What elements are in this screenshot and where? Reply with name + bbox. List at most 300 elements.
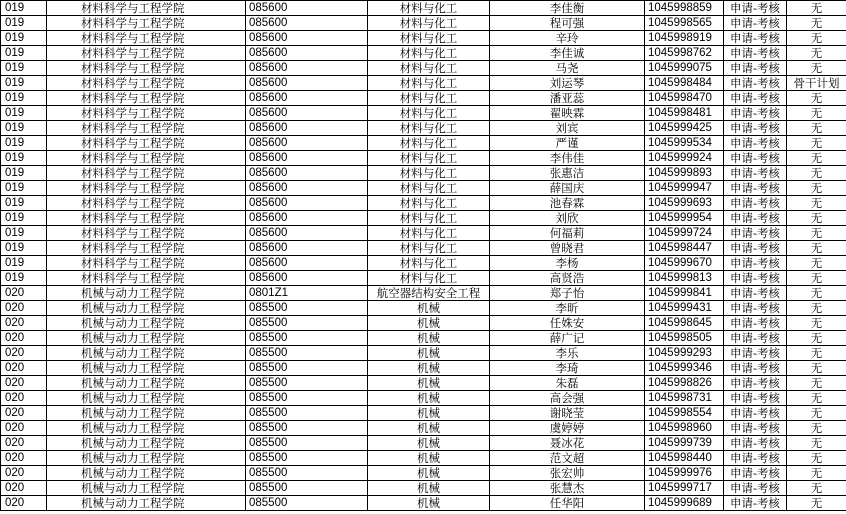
admission-method-cell: 申请-考核	[724, 91, 787, 106]
special-plan-cell: 无	[787, 226, 846, 241]
exam-number-cell: 1045998440	[645, 451, 724, 466]
admission-method-cell: 申请-考核	[724, 181, 787, 196]
special-plan-cell: 无	[787, 121, 846, 136]
table-row	[1, 241, 846, 256]
table-row	[1, 301, 846, 316]
table-row	[1, 61, 846, 76]
student-name-cell: 刘运琴	[490, 76, 645, 91]
admission-method-cell: 申请-考核	[724, 481, 787, 496]
college-code-cell: 020	[1, 376, 47, 391]
major-name-cell: 机械	[368, 376, 490, 391]
student-name-cell: 聂冰花	[490, 436, 645, 451]
student-name-cell: 池春霖	[490, 196, 645, 211]
major-code-cell: 0801Z1	[246, 286, 368, 301]
table-row	[1, 211, 846, 226]
college-code-cell: 020	[1, 316, 47, 331]
college-name-cell: 机械与动力工程学院	[47, 331, 246, 346]
student-name-cell: 范文超	[490, 451, 645, 466]
exam-number-cell: 1045999976	[645, 466, 724, 481]
exam-number-cell: 1045999689	[645, 496, 724, 511]
special-plan-cell: 无	[787, 136, 846, 151]
college-code-cell: 019	[1, 196, 47, 211]
student-name-cell: 郑子怡	[490, 286, 645, 301]
table-row	[1, 286, 846, 301]
major-code-cell: 085500	[246, 466, 368, 481]
exam-number-cell: 1045999841	[645, 286, 724, 301]
college-name-cell: 材料科学与工程学院	[47, 181, 246, 196]
major-code-cell: 085600	[246, 1, 368, 16]
student-name-cell: 辛玲	[490, 31, 645, 46]
major-code-cell: 085500	[246, 331, 368, 346]
admission-method-cell: 申请-考核	[724, 271, 787, 286]
exam-number-cell: 1045999431	[645, 301, 724, 316]
student-name-cell: 任华阳	[490, 496, 645, 511]
admission-method-cell: 申请-考核	[724, 436, 787, 451]
college-code-cell: 019	[1, 106, 47, 121]
major-name-cell: 机械	[368, 391, 490, 406]
table-row	[1, 436, 846, 451]
exam-number-cell: 1045998470	[645, 91, 724, 106]
special-plan-cell: 无	[787, 316, 846, 331]
admission-method-cell: 申请-考核	[724, 256, 787, 271]
table-row	[1, 481, 846, 496]
college-name-cell: 材料科学与工程学院	[47, 151, 246, 166]
table-row	[1, 76, 846, 91]
college-code-cell: 019	[1, 91, 47, 106]
exam-number-cell: 1045999739	[645, 436, 724, 451]
major-code-cell: 085600	[246, 211, 368, 226]
major-name-cell: 材料与化工	[368, 196, 490, 211]
table-row	[1, 256, 846, 271]
college-code-cell: 020	[1, 481, 47, 496]
major-name-cell: 材料与化工	[368, 1, 490, 16]
college-name-cell: 材料科学与工程学院	[47, 136, 246, 151]
table-row	[1, 331, 846, 346]
major-code-cell: 085500	[246, 406, 368, 421]
student-name-cell: 高会强	[490, 391, 645, 406]
college-code-cell: 020	[1, 436, 47, 451]
special-plan-cell: 无	[787, 61, 846, 76]
admission-method-cell: 申请-考核	[724, 166, 787, 181]
admission-method-cell: 申请-考核	[724, 286, 787, 301]
student-name-cell: 李昕	[490, 301, 645, 316]
admission-method-cell: 申请-考核	[724, 316, 787, 331]
admission-method-cell: 申请-考核	[724, 151, 787, 166]
college-code-cell: 019	[1, 121, 47, 136]
college-name-cell: 机械与动力工程学院	[47, 286, 246, 301]
table-row	[1, 121, 846, 136]
college-name-cell: 材料科学与工程学院	[47, 31, 246, 46]
admission-method-cell: 申请-考核	[724, 496, 787, 511]
special-plan-cell: 无	[787, 1, 846, 16]
college-code-cell: 019	[1, 211, 47, 226]
special-plan-cell: 无	[787, 196, 846, 211]
student-name-cell: 李乐	[490, 346, 645, 361]
college-name-cell: 机械与动力工程学院	[47, 466, 246, 481]
major-code-cell: 085500	[246, 451, 368, 466]
admission-method-cell: 申请-考核	[724, 196, 787, 211]
major-code-cell: 085500	[246, 316, 368, 331]
admission-method-cell: 申请-考核	[724, 121, 787, 136]
college-code-cell: 019	[1, 151, 47, 166]
special-plan-cell: 无	[787, 241, 846, 256]
major-code-cell: 085600	[246, 166, 368, 181]
college-code-cell: 019	[1, 46, 47, 61]
exam-number-cell: 1045998481	[645, 106, 724, 121]
major-code-cell: 085600	[246, 241, 368, 256]
college-code-cell: 020	[1, 451, 47, 466]
admission-method-cell: 申请-考核	[724, 346, 787, 361]
college-code-cell: 020	[1, 421, 47, 436]
special-plan-cell: 无	[787, 451, 846, 466]
major-name-cell: 材料与化工	[368, 91, 490, 106]
special-plan-cell: 无	[787, 331, 846, 346]
major-name-cell: 材料与化工	[368, 31, 490, 46]
special-plan-cell: 无	[787, 421, 846, 436]
major-code-cell: 085600	[246, 226, 368, 241]
college-name-cell: 材料科学与工程学院	[47, 226, 246, 241]
college-name-cell: 材料科学与工程学院	[47, 76, 246, 91]
college-code-cell: 019	[1, 136, 47, 151]
student-name-cell: 李佳衡	[490, 1, 645, 16]
admission-method-cell: 申请-考核	[724, 466, 787, 481]
special-plan-cell: 无	[787, 211, 846, 226]
major-code-cell: 085600	[246, 46, 368, 61]
exam-number-cell: 1045999717	[645, 481, 724, 496]
admission-method-cell: 申请-考核	[724, 226, 787, 241]
major-name-cell: 材料与化工	[368, 106, 490, 121]
table-row	[1, 451, 846, 466]
exam-number-cell: 1045998826	[645, 376, 724, 391]
major-name-cell: 航空器结构安全工程	[368, 286, 490, 301]
major-name-cell: 材料与化工	[368, 121, 490, 136]
major-name-cell: 机械	[368, 361, 490, 376]
college-name-cell: 机械与动力工程学院	[47, 301, 246, 316]
table-row	[1, 46, 846, 61]
college-code-cell: 019	[1, 76, 47, 91]
major-name-cell: 材料与化工	[368, 181, 490, 196]
table-row	[1, 496, 846, 511]
major-name-cell: 机械	[368, 451, 490, 466]
exam-number-cell: 1045998859	[645, 1, 724, 16]
table-row	[1, 151, 846, 166]
student-name-cell: 薛广记	[490, 331, 645, 346]
college-code-cell: 019	[1, 226, 47, 241]
college-code-cell: 019	[1, 256, 47, 271]
special-plan-cell: 无	[787, 466, 846, 481]
major-name-cell: 机械	[368, 331, 490, 346]
exam-number-cell: 1045999813	[645, 271, 724, 286]
major-code-cell: 085600	[246, 151, 368, 166]
major-name-cell: 机械	[368, 436, 490, 451]
exam-number-cell: 1045999954	[645, 211, 724, 226]
exam-number-cell: 1045998484	[645, 76, 724, 91]
college-name-cell: 机械与动力工程学院	[47, 451, 246, 466]
special-plan-cell: 无	[787, 376, 846, 391]
major-code-cell: 085600	[246, 196, 368, 211]
student-name-cell: 潘亚蕊	[490, 91, 645, 106]
college-name-cell: 机械与动力工程学院	[47, 346, 246, 361]
table-row	[1, 466, 846, 481]
student-name-cell: 曾晓君	[490, 241, 645, 256]
major-code-cell: 085600	[246, 136, 368, 151]
major-name-cell: 机械	[368, 316, 490, 331]
college-name-cell: 材料科学与工程学院	[47, 16, 246, 31]
exam-number-cell: 1045999293	[645, 346, 724, 361]
student-name-cell: 严谨	[490, 136, 645, 151]
major-name-cell: 机械	[368, 421, 490, 436]
college-name-cell: 材料科学与工程学院	[47, 271, 246, 286]
admission-method-cell: 申请-考核	[724, 1, 787, 16]
college-name-cell: 材料科学与工程学院	[47, 256, 246, 271]
special-plan-cell: 无	[787, 151, 846, 166]
student-name-cell: 李杨	[490, 256, 645, 271]
major-code-cell: 085500	[246, 361, 368, 376]
table-row	[1, 16, 846, 31]
college-name-cell: 机械与动力工程学院	[47, 421, 246, 436]
admission-method-cell: 申请-考核	[724, 16, 787, 31]
special-plan-cell: 无	[787, 46, 846, 61]
exam-number-cell: 1045999425	[645, 121, 724, 136]
major-code-cell: 085500	[246, 301, 368, 316]
admission-method-cell: 申请-考核	[724, 241, 787, 256]
special-plan-cell: 无	[787, 256, 846, 271]
college-code-cell: 019	[1, 31, 47, 46]
college-name-cell: 材料科学与工程学院	[47, 241, 246, 256]
college-name-cell: 机械与动力工程学院	[47, 391, 246, 406]
major-code-cell: 085500	[246, 391, 368, 406]
table-row	[1, 106, 846, 121]
exam-number-cell: 1045999924	[645, 151, 724, 166]
table-row	[1, 226, 846, 241]
table-row	[1, 1, 846, 16]
college-name-cell: 机械与动力工程学院	[47, 436, 246, 451]
admission-method-cell: 申请-考核	[724, 361, 787, 376]
exam-number-cell: 1045998505	[645, 331, 724, 346]
admission-method-cell: 申请-考核	[724, 136, 787, 151]
exam-number-cell: 1045998919	[645, 31, 724, 46]
student-name-cell: 何福莉	[490, 226, 645, 241]
student-name-cell: 刘欣	[490, 211, 645, 226]
major-code-cell: 085500	[246, 376, 368, 391]
major-name-cell: 材料与化工	[368, 151, 490, 166]
student-name-cell: 朱磊	[490, 376, 645, 391]
exam-number-cell: 1045999075	[645, 61, 724, 76]
admission-method-cell: 申请-考核	[724, 406, 787, 421]
major-name-cell: 机械	[368, 406, 490, 421]
special-plan-cell: 无	[787, 346, 846, 361]
student-name-cell: 虞婷婷	[490, 421, 645, 436]
major-code-cell: 085600	[246, 121, 368, 136]
table-row	[1, 376, 846, 391]
exam-number-cell: 1045999670	[645, 256, 724, 271]
admission-method-cell: 申请-考核	[724, 31, 787, 46]
college-code-cell: 020	[1, 391, 47, 406]
major-code-cell: 085600	[246, 76, 368, 91]
exam-number-cell: 1045998960	[645, 421, 724, 436]
college-code-cell: 020	[1, 331, 47, 346]
exam-number-cell: 1045998447	[645, 241, 724, 256]
college-name-cell: 材料科学与工程学院	[47, 1, 246, 16]
college-code-cell: 019	[1, 61, 47, 76]
student-name-cell: 任姝安	[490, 316, 645, 331]
college-name-cell: 材料科学与工程学院	[47, 196, 246, 211]
college-name-cell: 材料科学与工程学院	[47, 121, 246, 136]
college-name-cell: 材料科学与工程学院	[47, 211, 246, 226]
college-name-cell: 材料科学与工程学院	[47, 61, 246, 76]
major-name-cell: 材料与化工	[368, 16, 490, 31]
special-plan-cell: 无	[787, 481, 846, 496]
special-plan-cell: 无	[787, 181, 846, 196]
major-code-cell: 085500	[246, 436, 368, 451]
major-name-cell: 材料与化工	[368, 46, 490, 61]
exam-number-cell: 1045998645	[645, 316, 724, 331]
major-code-cell: 085500	[246, 346, 368, 361]
student-name-cell: 李琦	[490, 361, 645, 376]
student-name-cell: 张惠洁	[490, 166, 645, 181]
major-name-cell: 材料与化工	[368, 61, 490, 76]
major-name-cell: 机械	[368, 346, 490, 361]
admission-method-cell: 申请-考核	[724, 421, 787, 436]
exam-number-cell: 1045999724	[645, 226, 724, 241]
major-code-cell: 085600	[246, 31, 368, 46]
student-name-cell: 张宏帅	[490, 466, 645, 481]
college-code-cell: 020	[1, 346, 47, 361]
exam-number-cell: 1045999693	[645, 196, 724, 211]
major-name-cell: 材料与化工	[368, 271, 490, 286]
special-plan-cell: 无	[787, 106, 846, 121]
student-name-cell: 李伟佳	[490, 151, 645, 166]
special-plan-cell: 无	[787, 16, 846, 31]
table-row	[1, 196, 846, 211]
major-name-cell: 机械	[368, 301, 490, 316]
admission-method-cell: 申请-考核	[724, 46, 787, 61]
special-plan-cell: 无	[787, 391, 846, 406]
exam-number-cell: 1045998731	[645, 391, 724, 406]
college-name-cell: 材料科学与工程学院	[47, 106, 246, 121]
admission-method-cell: 申请-考核	[724, 451, 787, 466]
college-code-cell: 020	[1, 361, 47, 376]
major-code-cell: 085600	[246, 106, 368, 121]
special-plan-cell: 无	[787, 436, 846, 451]
admission-method-cell: 申请-考核	[724, 301, 787, 316]
major-code-cell: 085600	[246, 256, 368, 271]
student-name-cell: 刘宾	[490, 121, 645, 136]
table-row	[1, 406, 846, 421]
student-name-cell: 薛国庆	[490, 181, 645, 196]
college-code-cell: 019	[1, 166, 47, 181]
exam-number-cell: 1045999534	[645, 136, 724, 151]
major-code-cell: 085600	[246, 271, 368, 286]
admission-method-cell: 申请-考核	[724, 61, 787, 76]
college-name-cell: 机械与动力工程学院	[47, 406, 246, 421]
college-code-cell: 020	[1, 496, 47, 511]
special-plan-cell: 无	[787, 91, 846, 106]
major-code-cell: 085600	[246, 91, 368, 106]
special-plan-cell: 无	[787, 166, 846, 181]
college-name-cell: 机械与动力工程学院	[47, 481, 246, 496]
major-name-cell: 材料与化工	[368, 76, 490, 91]
college-code-cell: 019	[1, 16, 47, 31]
table-row	[1, 421, 846, 436]
table-row	[1, 31, 846, 46]
student-name-cell: 张慧杰	[490, 481, 645, 496]
special-plan-cell: 无	[787, 406, 846, 421]
college-code-cell: 019	[1, 181, 47, 196]
exam-number-cell: 1045998565	[645, 16, 724, 31]
college-name-cell: 机械与动力工程学院	[47, 316, 246, 331]
major-name-cell: 材料与化工	[368, 256, 490, 271]
college-name-cell: 材料科学与工程学院	[47, 46, 246, 61]
admission-method-cell: 申请-考核	[724, 391, 787, 406]
table-row	[1, 361, 846, 376]
college-name-cell: 机械与动力工程学院	[47, 496, 246, 511]
admission-method-cell: 申请-考核	[724, 106, 787, 121]
exam-number-cell: 1045998554	[645, 406, 724, 421]
exam-number-cell: 1045999947	[645, 181, 724, 196]
student-name-cell: 马尧	[490, 61, 645, 76]
special-plan-cell: 无	[787, 301, 846, 316]
college-name-cell: 机械与动力工程学院	[47, 361, 246, 376]
student-name-cell: 程可强	[490, 16, 645, 31]
table-row	[1, 136, 846, 151]
admission-method-cell: 申请-考核	[724, 376, 787, 391]
special-plan-cell: 无	[787, 361, 846, 376]
table-row	[1, 271, 846, 286]
table-row	[1, 181, 846, 196]
table-row	[1, 166, 846, 181]
college-code-cell: 020	[1, 286, 47, 301]
college-name-cell: 机械与动力工程学院	[47, 376, 246, 391]
major-code-cell: 085500	[246, 481, 368, 496]
college-code-cell: 020	[1, 466, 47, 481]
college-code-cell: 020	[1, 406, 47, 421]
table-row	[1, 346, 846, 361]
college-code-cell: 019	[1, 271, 47, 286]
special-plan-cell: 无	[787, 496, 846, 511]
major-name-cell: 机械	[368, 496, 490, 511]
major-name-cell: 材料与化工	[368, 241, 490, 256]
major-name-cell: 机械	[368, 466, 490, 481]
major-code-cell: 085600	[246, 61, 368, 76]
special-plan-cell: 无	[787, 286, 846, 301]
major-name-cell: 材料与化工	[368, 166, 490, 181]
student-name-cell: 谢晓莹	[490, 406, 645, 421]
major-name-cell: 材料与化工	[368, 226, 490, 241]
exam-number-cell: 1045998762	[645, 46, 724, 61]
major-name-cell: 机械	[368, 481, 490, 496]
major-code-cell: 085600	[246, 16, 368, 31]
major-name-cell: 材料与化工	[368, 211, 490, 226]
special-plan-cell: 无	[787, 271, 846, 286]
college-code-cell: 019	[1, 1, 47, 16]
college-name-cell: 材料科学与工程学院	[47, 91, 246, 106]
college-code-cell: 020	[1, 301, 47, 316]
table-row	[1, 316, 846, 331]
exam-number-cell: 1045999893	[645, 166, 724, 181]
table-row	[1, 391, 846, 406]
admission-method-cell: 申请-考核	[724, 76, 787, 91]
major-code-cell: 085500	[246, 421, 368, 436]
admission-method-cell: 申请-考核	[724, 331, 787, 346]
table-body	[1, 1, 846, 511]
student-name-cell: 翟映霖	[490, 106, 645, 121]
exam-number-cell: 1045999346	[645, 361, 724, 376]
major-name-cell: 材料与化工	[368, 136, 490, 151]
special-plan-cell: 骨干计划	[787, 76, 846, 91]
admission-method-cell: 申请-考核	[724, 211, 787, 226]
table-row	[1, 91, 846, 106]
